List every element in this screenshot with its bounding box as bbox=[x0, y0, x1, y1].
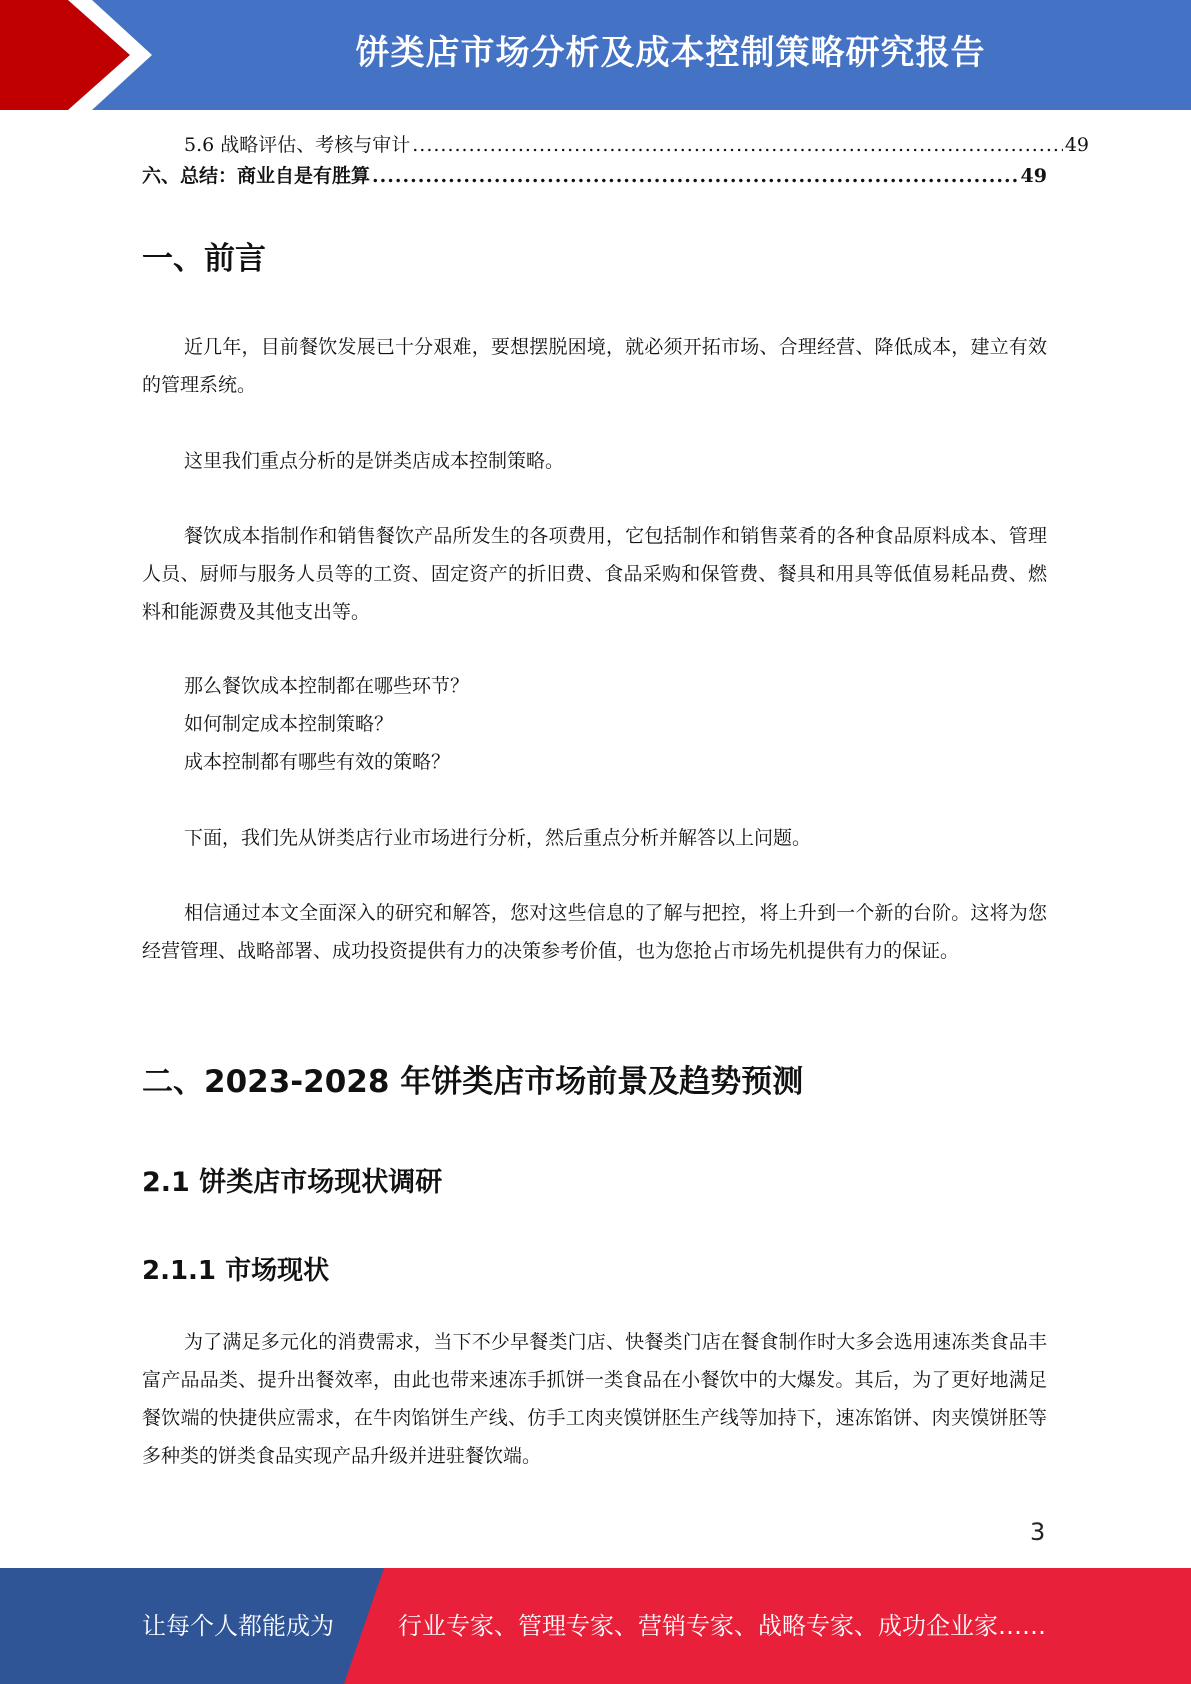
toc-leader bbox=[412, 134, 1063, 156]
toc-entry-label: 5.6 战略评估、考核与审计 bbox=[184, 134, 411, 156]
toc-entry-label: 六、总结：商业自是有胜算 bbox=[142, 165, 371, 187]
subsection-heading: 2.1.1 市场现状 bbox=[142, 1256, 330, 1286]
paragraph: 餐饮成本指制作和销售餐饮产品所发生的各项费用，它包括制作和销售菜肴的各种食品原料成本、管理人员、厨师与服务人员等的工资、固定资产的折旧费、食品采购和保管费、餐具和用具等低值易耗品费、燃料和能源费及其他支出等。 bbox=[142, 525, 1047, 623]
page-header bbox=[0, 0, 1191, 110]
footer-slogan-left: 让每个人都能成为 bbox=[142, 1612, 334, 1640]
toc-entry[interactable] bbox=[142, 161, 1047, 188]
page-number: 3 bbox=[1030, 1518, 1046, 1546]
toc-entry-page: 49 bbox=[1064, 134, 1089, 156]
question-line: 成本控制都有哪些有效的策略？ bbox=[184, 751, 451, 773]
section-heading: 一、前言 bbox=[142, 241, 266, 277]
page-footer bbox=[0, 1568, 1191, 1684]
section-heading: 二、2023-2028 年饼类店市场前景及趋势预测 bbox=[142, 1064, 804, 1100]
header-title: 饼类店市场分析及成本控制策略研究报告 bbox=[355, 33, 986, 73]
paragraph: 相信通过本文全面深入的研究和解答，您对这些信息的了解与把控，将上升到一个新的台阶。这将为您经营管理、战略部署、成功投资提供有力的决策参考价值，也为您抢占市场先机提供有力的保证。 bbox=[142, 902, 1047, 962]
header-arrow-icon bbox=[0, 0, 160, 110]
paragraph: 近几年，目前餐饮发展已十分艰难，要想摆脱困境，就必须开拓市场、合理经营、降低成本，建立有效的管理系统。 bbox=[142, 336, 1047, 396]
subsection-heading: 2.1 饼类店市场现状调研 bbox=[142, 1167, 443, 1198]
paragraph: 下面，我们先从饼类店行业市场进行分析，然后重点分析并解答以上问题。 bbox=[184, 827, 812, 849]
toc-entry-page: 49 bbox=[1020, 165, 1047, 187]
footer-slogan-right: 行业专家、管理专家、营销专家、战略专家、成功企业家…… bbox=[398, 1612, 1046, 1640]
paragraph: 这里我们重点分析的是饼类店成本控制策略。 bbox=[184, 450, 565, 472]
question-line: 那么餐饮成本控制都在哪些环节？ bbox=[184, 675, 470, 697]
toc-entry[interactable] bbox=[142, 130, 1089, 157]
toc-leader bbox=[372, 165, 1019, 187]
paragraph: 为了满足多元化的消费需求，当下不少早餐类门店、快餐类门店在餐食制作时大多会选用速冻类食品丰富产品品类、提升出餐效率，由此也带来速冻手抓饼一类食品在小餐饮中的大爆发。其后，为了更好地满足餐饮端的快捷供应需求，在牛肉馅饼生产线、仿手工肉夹馍饼胚生产线等加持下，速冻馅饼、肉夹馍饼胚等多种类的饼类食品实现产品升级并进驻餐饮端。 bbox=[142, 1331, 1047, 1467]
question-line: 如何制定成本控制策略？ bbox=[184, 713, 394, 735]
